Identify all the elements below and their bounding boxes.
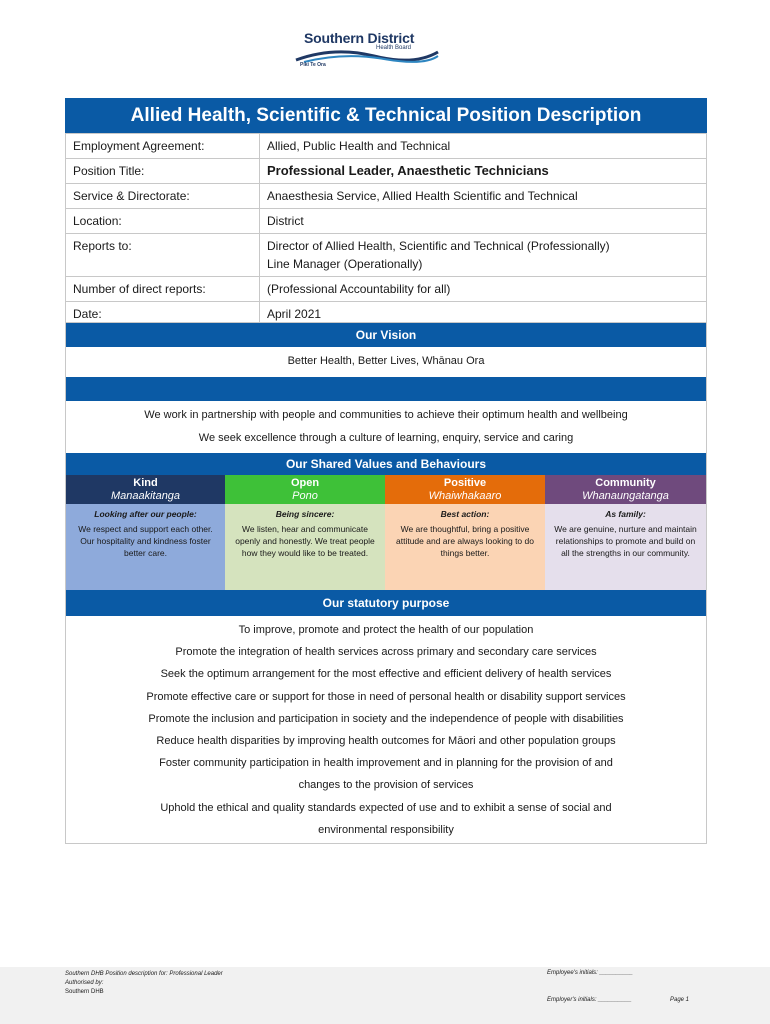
reports-to-line2: Line Manager (Operationally) xyxy=(267,257,423,271)
detail-label: Service & Directorate: xyxy=(66,184,260,209)
logo-tagline: Piki Te Ora xyxy=(300,62,326,68)
vision-text: Better Health, Better Lives, Whānau Ora xyxy=(287,355,485,367)
detail-label: Position Title: xyxy=(66,159,260,184)
value-subhead: Best action: xyxy=(440,509,490,519)
purpose-line: Promote effective care or support for those in need of personal health or disability support services xyxy=(146,690,626,703)
value-description: We respect and support each other. Our hospitality and kindness foster better care. xyxy=(78,524,213,558)
blank-band xyxy=(66,377,706,401)
footer-description: Southern DHB Position description for: Professional Leader xyxy=(65,971,223,977)
table-row xyxy=(66,234,707,277)
detail-label: Location: xyxy=(66,209,260,234)
employer-initials: Employer's initials: __________ xyxy=(547,997,632,1003)
footer-left xyxy=(65,970,223,997)
footer-authorised: Authorised by: xyxy=(65,980,104,986)
detail-label: Number of direct reports: xyxy=(66,277,260,302)
table-row xyxy=(66,159,707,184)
position-details-table xyxy=(65,133,707,327)
excellence-text: We seek excellence through a culture of learning, enquiry, service and caring xyxy=(198,432,574,444)
partnership-text: We work in partnership with people and communities to achieve their optimum health and wellbeing xyxy=(144,409,628,421)
table-row xyxy=(66,277,707,302)
value-open-header xyxy=(225,475,385,504)
value-kind-header xyxy=(66,475,225,504)
southern-dhb-logo xyxy=(294,30,444,74)
value-maori: Pono xyxy=(292,490,318,502)
value-description: We are genuine, nurture and maintain relationships to promote and build on all the strengths in our community. xyxy=(554,524,697,558)
table-row xyxy=(66,134,707,159)
logo-name: Southern District xyxy=(304,30,415,46)
value-title: Positive xyxy=(443,477,487,489)
page-footer xyxy=(0,967,770,1024)
purpose-line: To improve, promote and protect the health of our population xyxy=(238,624,534,636)
value-maori: Whaiwhakaaro xyxy=(428,490,502,502)
document-title: Allied Health, Scientific & Technical Position Description xyxy=(65,98,707,133)
value-description: We listen, hear and communicate openly and honestly. We treat people how they would like to be treated. xyxy=(235,524,375,558)
value-subhead: As family: xyxy=(605,509,646,519)
detail-label: Employment Agreement: xyxy=(66,134,260,159)
purpose-heading: Our statutory purpose xyxy=(66,590,706,616)
footer-org: Southern DHB xyxy=(65,989,104,995)
vision-heading: Our Vision xyxy=(66,323,706,347)
value-positive-header xyxy=(385,475,545,504)
purpose-line: Promote the inclusion and participation in society and the independence of people with disabilities xyxy=(148,712,624,725)
position-title-value: Professional Leader, Anaesthetic Technicians xyxy=(260,159,707,184)
reports-to-value xyxy=(260,234,707,277)
employee-initials: Employee's initials: __________ xyxy=(547,970,633,976)
detail-label: Date: xyxy=(66,302,260,327)
purpose-line: changes to the provision of services xyxy=(298,779,474,792)
value-subhead: Being sincere: xyxy=(275,509,335,519)
purpose-line: Foster community participation in health improvement and in planning for the provision of and xyxy=(159,757,613,770)
purpose-line: Seek the optimum arrangement for the most effective and efficient delivery of health services xyxy=(160,668,612,681)
vision-values-section xyxy=(65,322,707,844)
purpose-line: Uphold the ethical and quality standards expected of use and to exhibit a sense of social and xyxy=(160,801,612,814)
table-row xyxy=(66,209,707,234)
purpose-line: Promote the integration of health services across primary and secondary care services xyxy=(175,646,597,659)
detail-value: April 2021 xyxy=(260,302,707,327)
value-maori: Whanaungatanga xyxy=(582,490,669,502)
value-community-body xyxy=(545,504,706,590)
detail-label: Reports to: xyxy=(66,234,260,277)
purpose-line: Reduce health disparities by improving health outcomes for Māori and other population groups xyxy=(156,735,616,748)
value-title: Kind xyxy=(133,477,158,489)
values-heading: Our Shared Values and Behaviours xyxy=(66,453,706,475)
value-title: Open xyxy=(290,477,320,489)
value-description: We are thoughtful, bring a positive attitude and are always looking to do things better. xyxy=(396,524,534,558)
value-title: Community xyxy=(595,477,656,489)
page-number: Page 1 xyxy=(670,997,690,1003)
value-community-header xyxy=(545,475,706,504)
detail-value: Anaesthesia Service, Allied Health Scientific and Technical xyxy=(260,184,707,209)
table-row xyxy=(66,184,707,209)
value-positive-body xyxy=(385,504,545,590)
value-kind-body xyxy=(66,504,225,590)
logo-subtitle: Health Board xyxy=(376,45,412,51)
reports-to-line1: Director of Allied Health, Scientific and Technical (Professionally) xyxy=(267,239,610,253)
detail-value: District xyxy=(260,209,707,234)
value-subhead: Looking after our people: xyxy=(94,509,197,519)
detail-value: (Professional Accountability for all) xyxy=(260,277,707,302)
detail-value: Allied, Public Health and Technical xyxy=(260,134,707,159)
purpose-list xyxy=(66,619,706,841)
value-open-body xyxy=(225,504,385,590)
purpose-line: environmental responsibility xyxy=(318,823,454,836)
value-maori: Manaakitanga xyxy=(110,490,181,502)
